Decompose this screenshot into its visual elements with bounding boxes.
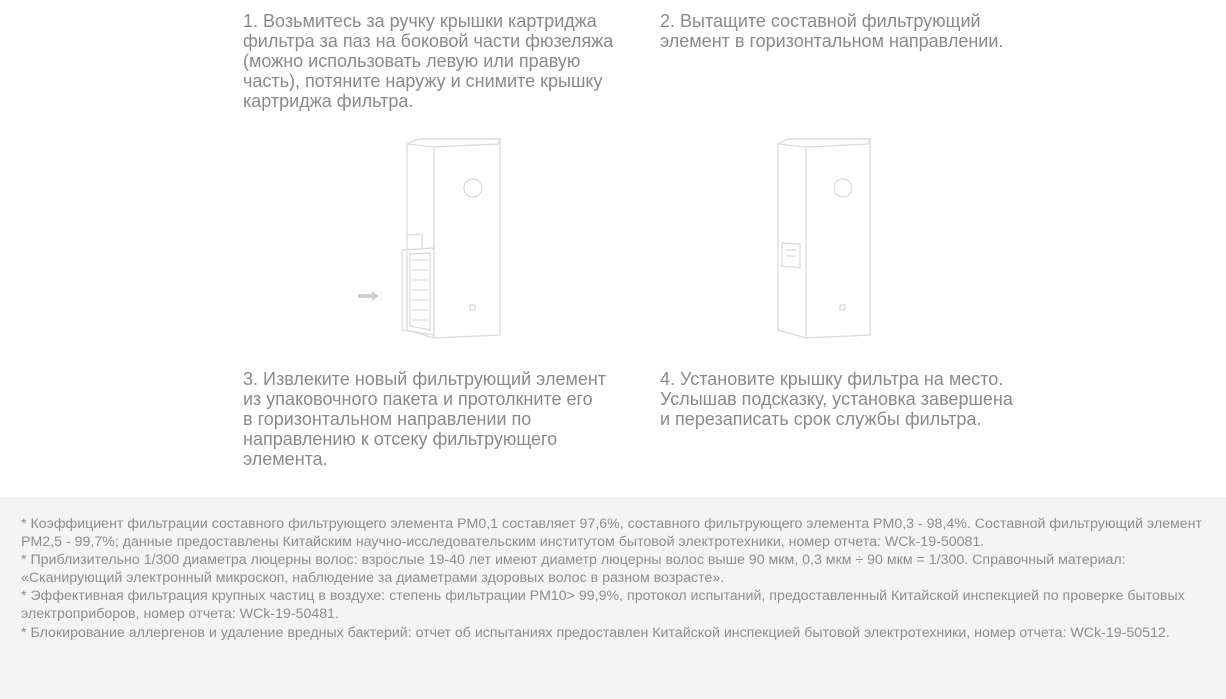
- step-3-text: 3. Извлеките новый фильтрующий элемент из упаковочного пакета и протолкните его в горизонтальном направлении по направлению к отсеку фильтрующего элемента.: [243, 369, 607, 469]
- step-2-text: 2. Вытащите составной фильтрующий элемент в горизонтальном направлении.: [660, 11, 1004, 51]
- step-4-text: 4. Установите крышку фильтра на место. Услышав подсказку, установка завершена и перезаписать срок службы фильтра.: [660, 369, 1013, 429]
- step-1-text: 1. Возьмитесь за ручку крышки картриджа фильтра за паз на боковой части фюзеляжа (можно использовать левую или правую часть), потяните наружу и снимите крышку картриджа фильтра.: [243, 11, 614, 111]
- footnote-allergens: * Блокирование аллергенов и удаление вредных бактерий: отчет об испытаниях предоставлен Китайской инспекцией бытовой электротехники, номер отчета: WCk-19-50512.: [21, 624, 1170, 641]
- footnotes-panel: [0, 497, 1226, 699]
- footnote-large-particles: * Эффективная фильтрация крупных частиц в воздухе: степень фильтрации PM10> 99,9%, протокол испытаний, предоставленный Китайской инспекцией по проверке бытовых электроприборов, номер отчета: WCk-19-50481.: [21, 588, 1185, 623]
- purifier-filter-insert-illustration: [350, 130, 510, 345]
- purifier-cover-closed-illustration: [770, 130, 880, 345]
- footnote-filtration: * Коэффициент фильтрации составного фильтрующего элемента PM0,1 составляет 97,6%, составного фильтрующего элемента PM0,3 - 98,4%. Составной фильтрующий элемент PM2,5 - 99,7%; данные предоставлены Китайским научно-исследовательским институтом бытовой электротехники, номер отчета: WCk-19-50081.: [21, 516, 1203, 551]
- footnote-hair-diameter: * Приблизительно 1/300 диаметра люцерны волос: взрослые 19-40 лет имеют диаметр люцерны волос выше 90 мкм, 0,3 мкм ÷ 90 мкм = 1/300. Справочный материал: «Сканирующий электронный микроскоп, наблюдение за диаметрами здоровых волос в разном возрасте».: [21, 552, 1126, 587]
